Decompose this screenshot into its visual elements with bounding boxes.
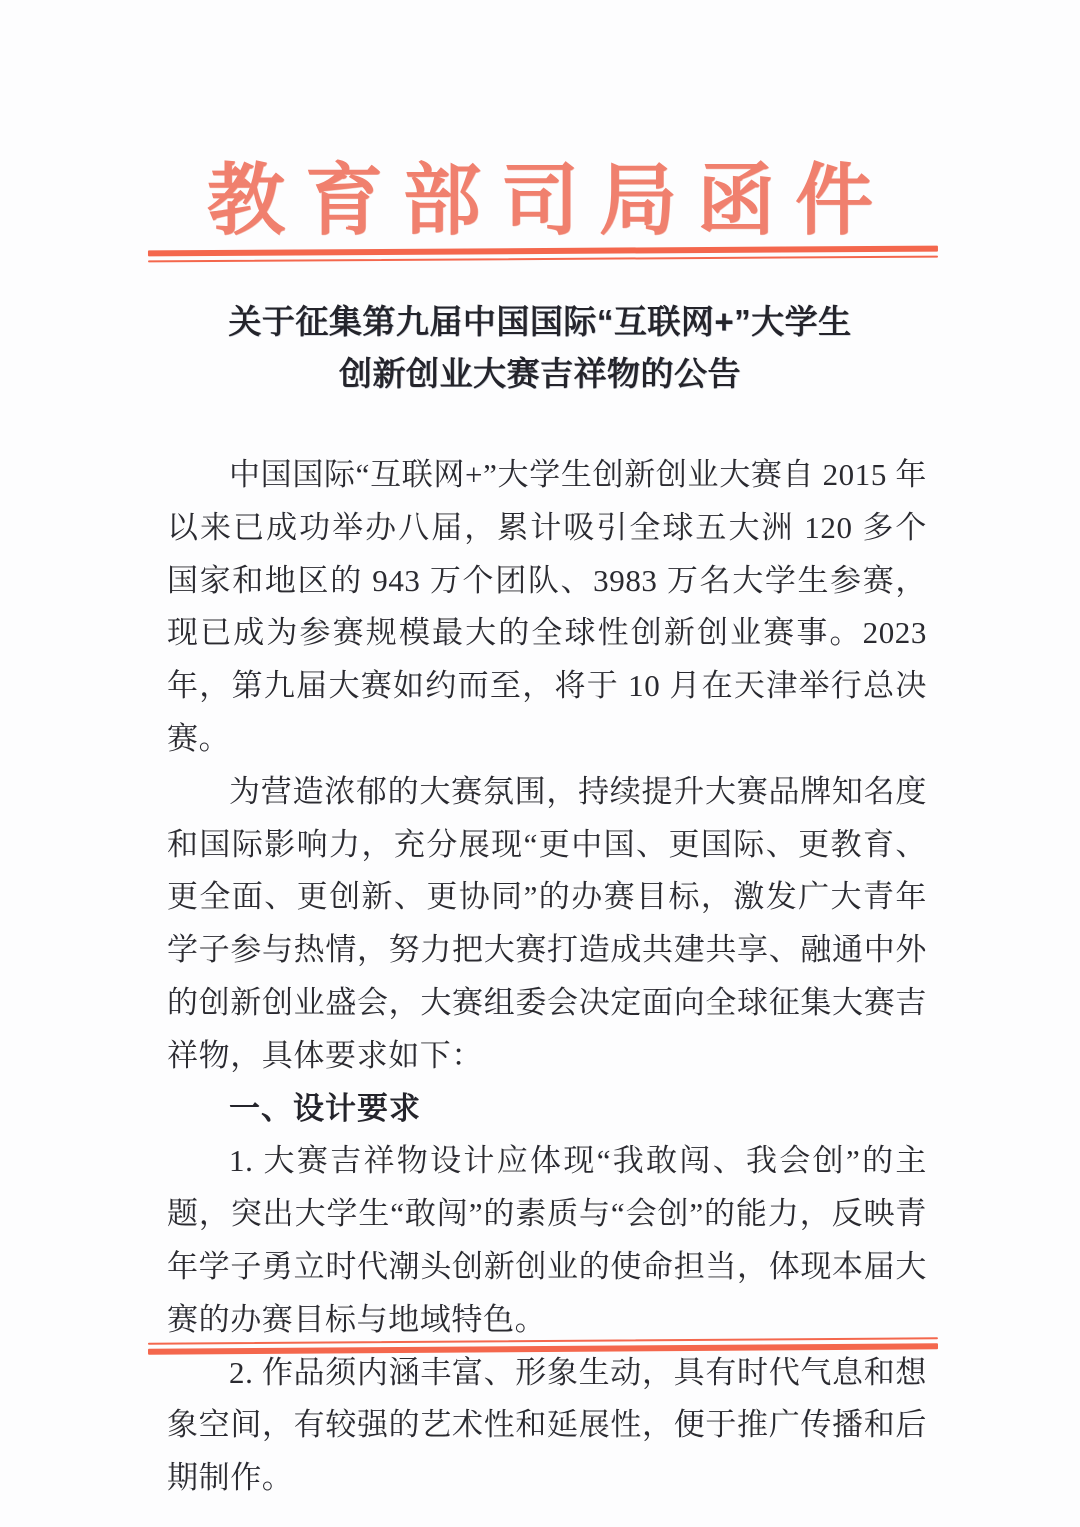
requirement-item-1: 1. 大赛吉祥物设计应体现“我敢闯、我会创”的主题，突出大学生“敢闯”的素质与“会创”的能力，反映青年学子勇立时代潮头创新创业的使命担当，体现本届大赛的办赛目标与地域特色。 <box>167 1143 927 1337</box>
masthead-title: 教育部司局函件 <box>206 157 893 244</box>
body-paragraph-2: 为营造浓郁的大赛氛围，持续提升大赛品牌知名度和国际影响力，充分展现“更中国、更国际、更教育、更全面、更创新、更协同”的办赛目标，激发广大青年学子参与热情，努力把大赛打造成共建共享、融通中外的创新创业盛会，大赛组委会决定面向全球征集大赛吉祥物，具体要求如下： <box>167 773 927 1073</box>
page-title <box>150 296 930 400</box>
section-heading-design-requirements: 一、设计要求 <box>229 1090 421 1126</box>
body-paragraph-1: 中国国际“互联网+”大学生创新创业大赛自 2015 年以来已成功举办八届，累计吸引全球五大洲 120 多个国家和地区的 943 万个团队、3983 万名大学生参赛，现已成为参赛规模最大的全球性创新创业赛事。2023 年，第九届大赛如约而至，将于 10 月在天津举行总决赛。 <box>167 457 927 756</box>
page-title-line-1: 关于征集第九届中国国际“互联网+”大学生 <box>228 303 852 340</box>
masthead <box>0 158 1080 244</box>
header-divider-rule <box>148 246 938 267</box>
requirement-item-2: 2. 作品须内涵丰富、形象生动，具有时代气息和想象空间，有较强的艺术性和延展性，便于推广传播和后期制作。 <box>167 1354 927 1496</box>
page-title-line-2: 创新创业大赛吉祥物的公告 <box>339 355 741 392</box>
